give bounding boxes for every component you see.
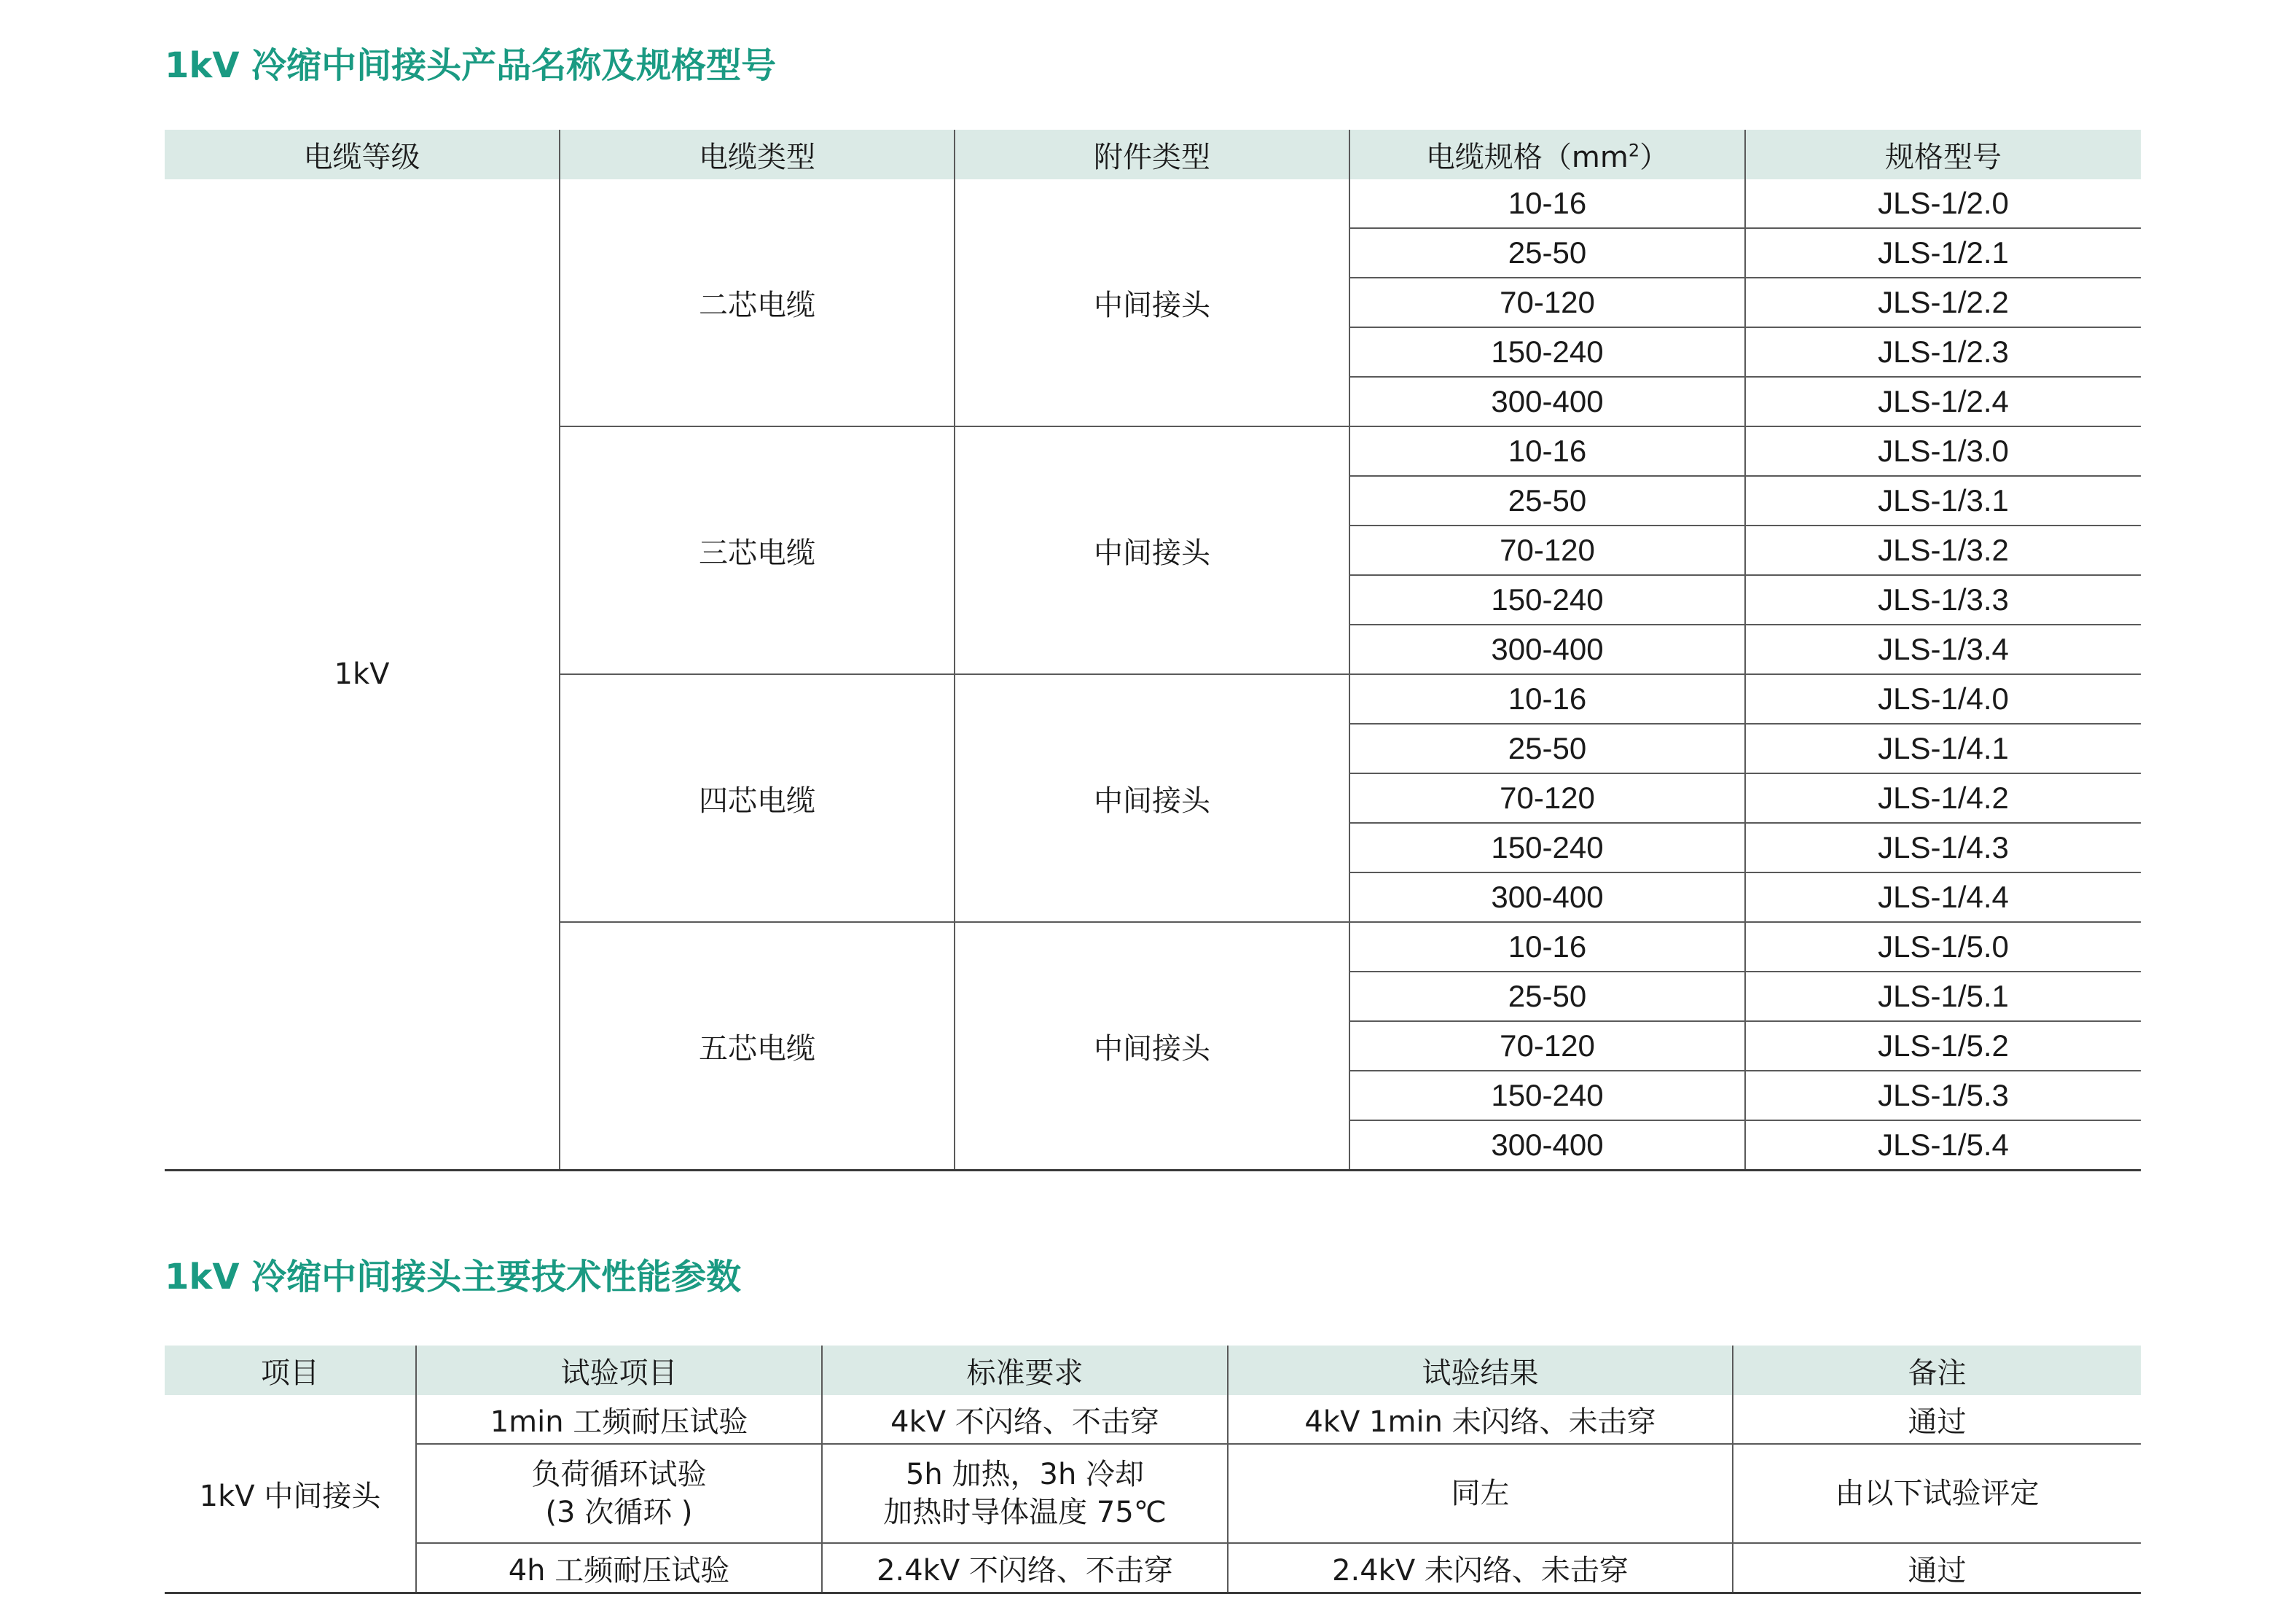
model-number-cell: JLS-1/3.2 bbox=[1745, 526, 2141, 575]
cable-type-cell: 四芯电缆 bbox=[560, 674, 955, 922]
cable-spec-cell: 25-50 bbox=[1349, 228, 1745, 278]
model-number-cell: JLS-1/5.4 bbox=[1745, 1120, 2141, 1171]
standard-cell bbox=[822, 1395, 1228, 1444]
header-item: 项目 bbox=[165, 1346, 416, 1395]
cable-spec-cell: 150-240 bbox=[1349, 327, 1745, 377]
test-item-cell-line-2: (3 次循环 ) bbox=[545, 1496, 693, 1529]
test-item-cell-line-1: 4h 工频耐压试验 bbox=[508, 1553, 730, 1588]
model-number-cell: JLS-1/4.2 bbox=[1745, 773, 2141, 823]
header-standard: 标准要求 bbox=[822, 1346, 1228, 1395]
standard-cell-line-2: 加热时导体温度 75℃ bbox=[883, 1496, 1167, 1529]
model-number-cell: JLS-1/5.1 bbox=[1745, 972, 2141, 1021]
accessory-type-cell: 中间接头 bbox=[955, 179, 1349, 426]
cable-spec-cell: 70-120 bbox=[1349, 1021, 1745, 1071]
table-row bbox=[165, 1444, 2141, 1543]
cable-spec-cell: 300-400 bbox=[1349, 625, 1745, 674]
spec-table-header bbox=[165, 130, 2141, 179]
section-title-performance: 1kV 冷缩中间接头主要技术性能参数 bbox=[165, 1257, 742, 1297]
accessory-type-cell: 中间接头 bbox=[955, 922, 1349, 1171]
remark-cell: 通过 bbox=[1733, 1395, 2141, 1444]
model-number-cell: JLS-1/3.1 bbox=[1745, 476, 2141, 526]
standard-cell-line-1: 5h 加热，3h 冷却 bbox=[905, 1458, 1145, 1491]
cable-spec-cell: 70-120 bbox=[1349, 773, 1745, 823]
standard-cell bbox=[822, 1444, 1228, 1543]
spec-table bbox=[165, 130, 2141, 1171]
model-number-cell: JLS-1/3.4 bbox=[1745, 625, 2141, 674]
result-cell: 同左 bbox=[1228, 1444, 1733, 1543]
cable-spec-cell: 150-240 bbox=[1349, 575, 1745, 625]
model-number-cell: JLS-1/2.0 bbox=[1745, 179, 2141, 228]
cable-spec-cell: 25-50 bbox=[1349, 724, 1745, 773]
accessory-type-cell: 中间接头 bbox=[955, 426, 1349, 674]
model-number-cell: JLS-1/4.0 bbox=[1745, 674, 2141, 724]
header-spec bbox=[1349, 130, 1745, 179]
table-row bbox=[165, 179, 2141, 228]
test-item-cell-line-1: 1min 工频耐压试验 bbox=[490, 1405, 748, 1439]
performance-table bbox=[165, 1346, 2141, 1594]
cable-spec-cell: 25-50 bbox=[1349, 476, 1745, 526]
header-test-item: 试验项目 bbox=[416, 1346, 822, 1395]
table-row bbox=[165, 1395, 2141, 1444]
standard-cell-line-1: 4kV 不闪络、不击穿 bbox=[890, 1405, 1159, 1439]
accessory-type-cell: 中间接头 bbox=[955, 674, 1349, 922]
cable-spec-cell: 300-400 bbox=[1349, 377, 1745, 426]
cable-spec-cell: 150-240 bbox=[1349, 1071, 1745, 1120]
header-voltage: 电缆等级 bbox=[165, 130, 560, 179]
result-cell: 2.4kV 未闪络、未击穿 bbox=[1228, 1543, 1733, 1593]
cable-spec-cell: 70-120 bbox=[1349, 526, 1745, 575]
model-number-cell: JLS-1/4.3 bbox=[1745, 823, 2141, 872]
cable-type-cell: 二芯电缆 bbox=[560, 179, 955, 426]
cable-spec-cell: 300-400 bbox=[1349, 1120, 1745, 1171]
test-item-cell-line-1: 负荷循环试验 bbox=[531, 1458, 707, 1491]
model-number-cell: JLS-1/2.3 bbox=[1745, 327, 2141, 377]
model-number-cell: JLS-1/4.1 bbox=[1745, 724, 2141, 773]
cable-type-cell: 三芯电缆 bbox=[560, 426, 955, 674]
header-accessory-type: 附件类型 bbox=[955, 130, 1349, 179]
model-number-cell: JLS-1/2.1 bbox=[1745, 228, 2141, 278]
cable-spec-cell: 70-120 bbox=[1349, 278, 1745, 327]
cable-spec-cell: 300-400 bbox=[1349, 872, 1745, 922]
remark-cell: 由以下试验评定 bbox=[1733, 1444, 2141, 1543]
cable-spec-cell: 10-16 bbox=[1349, 179, 1745, 228]
header-model: 规格型号 bbox=[1745, 130, 2141, 179]
item-cell: 1kV 中间接头 bbox=[165, 1395, 416, 1593]
header-spec-label: 电缆规格（mm bbox=[1425, 140, 1629, 174]
test-item-cell bbox=[416, 1543, 822, 1593]
table-row bbox=[165, 1543, 2141, 1593]
voltage-level-cell: 1kV bbox=[165, 179, 560, 1171]
cable-spec-cell: 10-16 bbox=[1349, 922, 1745, 972]
header-spec-close: ） bbox=[1639, 140, 1669, 174]
model-number-cell: JLS-1/3.0 bbox=[1745, 426, 2141, 476]
model-number-cell: JLS-1/3.3 bbox=[1745, 575, 2141, 625]
performance-table-header bbox=[165, 1346, 2141, 1395]
standard-cell-line-1: 2.4kV 不闪络、不击穿 bbox=[877, 1553, 1173, 1588]
standard-cell bbox=[822, 1543, 1228, 1593]
header-remark: 备注 bbox=[1733, 1346, 2141, 1395]
remark-cell: 通过 bbox=[1733, 1543, 2141, 1593]
result-cell: 4kV 1min 未闪络、未击穿 bbox=[1228, 1395, 1733, 1444]
test-item-cell bbox=[416, 1395, 822, 1444]
model-number-cell: JLS-1/5.0 bbox=[1745, 922, 2141, 972]
cable-spec-cell: 10-16 bbox=[1349, 426, 1745, 476]
model-number-cell: JLS-1/5.2 bbox=[1745, 1021, 2141, 1071]
model-number-cell: JLS-1/2.2 bbox=[1745, 278, 2141, 327]
cable-spec-cell: 10-16 bbox=[1349, 674, 1745, 724]
model-number-cell: JLS-1/5.3 bbox=[1745, 1071, 2141, 1120]
header-result: 试验结果 bbox=[1228, 1346, 1733, 1395]
section-title-spec: 1kV 冷缩中间接头产品名称及规格型号 bbox=[165, 45, 777, 86]
cable-spec-cell: 25-50 bbox=[1349, 972, 1745, 1021]
test-item-cell bbox=[416, 1444, 822, 1543]
model-number-cell: JLS-1/4.4 bbox=[1745, 872, 2141, 922]
header-spec-superscript: 2 bbox=[1628, 140, 1640, 161]
header-cable-type: 电缆类型 bbox=[560, 130, 955, 179]
cable-spec-cell: 150-240 bbox=[1349, 823, 1745, 872]
cable-type-cell: 五芯电缆 bbox=[560, 922, 955, 1171]
model-number-cell: JLS-1/2.4 bbox=[1745, 377, 2141, 426]
